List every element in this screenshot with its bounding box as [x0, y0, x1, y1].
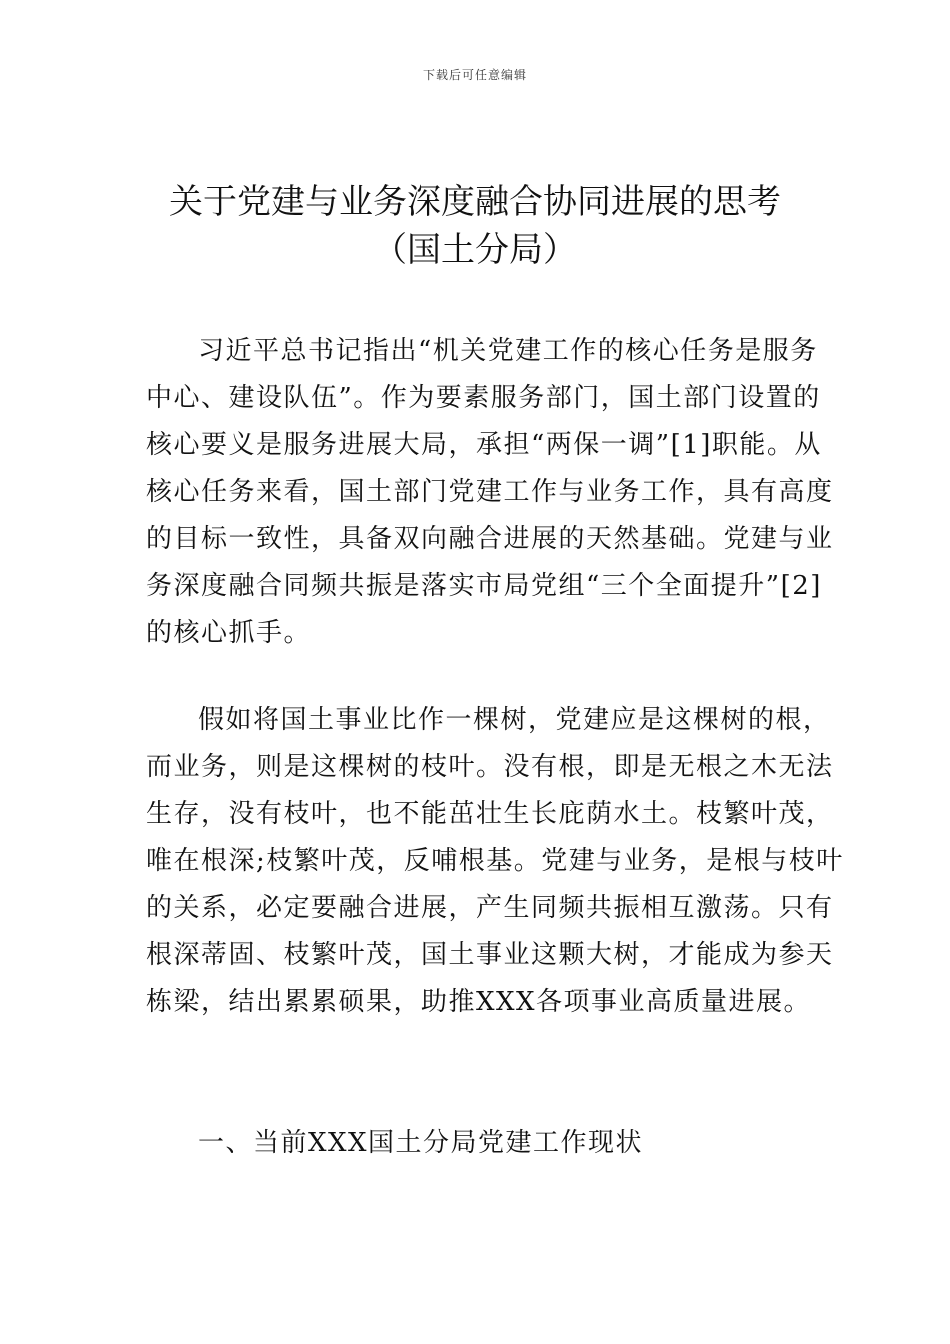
paragraph-line: 习近平总书记指出“机关党建工作的核心任务是服务	[198, 336, 818, 366]
paragraph-1	[146, 328, 834, 657]
paragraph-line: 的目标一致性，具备双向融合进展的天然基础。党建与业	[146, 524, 834, 554]
title-line-2: （国土分局）	[373, 230, 577, 270]
section-heading-text: 一、当前XXX国土分局党建工作现状	[198, 1128, 644, 1158]
paragraph-line: 栋梁，结出累累硕果，助推XXX各项事业高质量进展。	[146, 987, 812, 1017]
paragraph-line: 中心、建设队伍”。作为要素服务部门，国土部门设置的	[146, 383, 821, 413]
paragraph-2	[146, 697, 844, 1026]
document-title	[120, 178, 830, 274]
header-note: 下载后可任意编辑	[422, 68, 527, 82]
paragraph-line: 假如将国土事业比作一棵树，党建应是这棵树的根，	[198, 705, 831, 735]
paragraph-line: 根深蒂固、枝繁叶茂，国土事业这颗大树，才能成为参天	[146, 940, 834, 970]
section-heading	[146, 1120, 811, 1167]
paragraph-line: 核心要义是服务进展大局，承担“两保一调”[1]职能。从	[146, 430, 822, 460]
paragraph-line: 而业务，则是这棵树的枝叶。没有根，即是无根之木无法	[146, 752, 834, 782]
paragraph-line: 务深度融合同频共振是落实市局党组“三个全面提升”[2]	[146, 571, 822, 601]
paragraph-line: 的核心抓手。	[146, 618, 312, 648]
paragraph-line: 核心任务来看，国土部门党建工作与业务工作，具有高度	[146, 477, 834, 507]
paragraph-line: 唯在根深;枝繁叶茂，反哺根基。党建与业务，是根与枝叶	[146, 846, 844, 876]
paragraph-line: 的关系，必定要融合进展，产生同频共振相互激荡。只有	[146, 893, 834, 923]
title-line-1: 关于党建与业务深度融合协同进展的思考	[169, 182, 781, 222]
paragraph-line: 生存，没有枝叶，也不能茁壮生长庇荫水土。枝繁叶茂，	[146, 799, 834, 829]
